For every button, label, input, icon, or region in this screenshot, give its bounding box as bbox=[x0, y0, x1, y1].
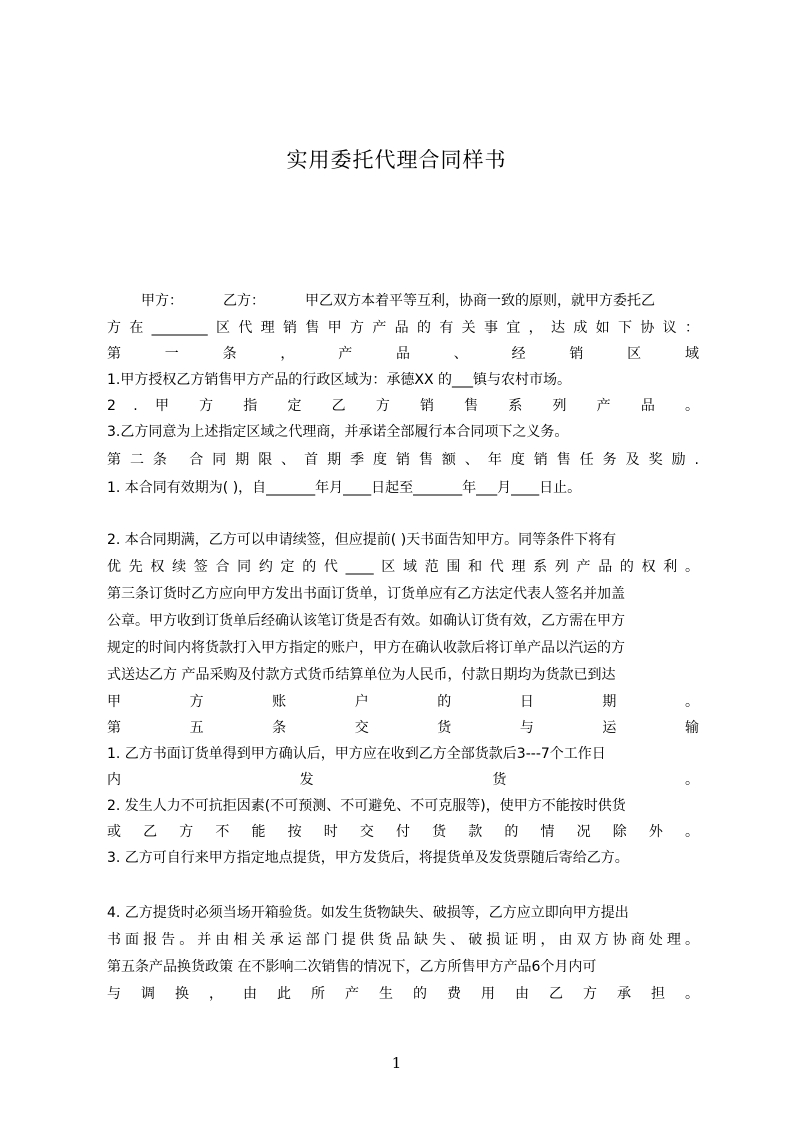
body-line: 1. 乙方书面订货单得到甲方确认后，甲方应在收到乙方全部货款后3---7个工作日 bbox=[107, 746, 606, 762]
body-line: 4. 乙方提货时必须当场开箱验货。如发生货物缺失、破损等，乙方应立即向甲方提出 bbox=[107, 905, 629, 921]
body-line: 与 调 换 ， 由 此 所 产 生 的 费 用 由 乙 方 承 担 。 bbox=[107, 986, 699, 1002]
body-line: 内 发 货 。 bbox=[107, 772, 699, 788]
body-line: 1. 本合同有效期为( )，自_______年月____日起至_______年___月____日止。 bbox=[107, 480, 582, 496]
article-2-heading: 第二条 合同期限、首期季度销售额、年度销售任务及奖励. bbox=[107, 452, 699, 468]
body-line: 1.甲方授权乙方销售甲方产品的行政区域为：承德XX 的___镇与农村市场。 bbox=[107, 372, 571, 388]
body-line: 或 乙 方 不 能 按 时 交 付 货 款 的 情 况 除 外 。 bbox=[107, 824, 699, 840]
document-title: 实用委托代理合同样书 bbox=[286, 148, 507, 172]
body-line: 优先权续签合同约定的代____区域范围和代理系列产品的权利。 bbox=[107, 559, 699, 575]
body-line: 2 . 甲 方 指 定 乙 方 销 售 系 列 产 品 。 bbox=[107, 398, 699, 414]
page-number: 1 bbox=[391, 1054, 402, 1072]
body-line: 3. 乙方可自行来甲方指定地点提货，甲方发货后，将提货单及发货票随后寄给乙方。 bbox=[107, 850, 629, 866]
party-b-label: 乙方： bbox=[223, 293, 265, 309]
article-5-heading: 第 五 条 交 货 与 运 输 bbox=[107, 720, 699, 736]
body-line: 公章。甲方收到订货单后经确认该笔订货是否有效。如确认订货有效，乙方需在甲方 bbox=[107, 613, 625, 629]
body-line: 方在________区代理销售甲方产品的有关事宜，达成如下协议： bbox=[107, 320, 699, 336]
body-line: 规定的时间内将货款打入甲方指定的账户，甲方在确认收款后将订单产品以汽运的方 bbox=[107, 640, 625, 656]
article-3-text: 第三条订货时乙方应向甲方发出书面订货单，订货单应有乙方法定代表人签名并加盖 bbox=[107, 586, 625, 602]
body-line: 甲 方 账 户 的 日 期 。 bbox=[107, 694, 699, 710]
article-5b-text: 第五条产品换货政策 在不影响二次销售的情况下，乙方所售甲方产品6个月内可 bbox=[107, 959, 597, 975]
article-1-heading: 第 一 条 ， 产 品 、 经 销 区 域 bbox=[107, 346, 699, 362]
intro-line bbox=[107, 289, 699, 313]
body-line: 2. 本合同期满，乙方可以申请续签，但应提前( )天书面告知甲方。同等条件下将有 bbox=[107, 532, 617, 548]
body-line: 3.乙方同意为上述指定区域之代理商，并承诺全部履行本合同项下之义务。 bbox=[107, 424, 569, 440]
body-line: 式送达乙方 产品采购及付款方式货币结算单位为人民币，付款日期均为货款已到达 bbox=[107, 667, 616, 683]
body-line: 书面报告。并由相关承运部门提供货品缺失、破损证明，由双方协商处理。 bbox=[107, 932, 699, 948]
body-line: 2. 发生人力不可抗拒因素(不可预测、不可避免、不可克服等)，使甲方不能按时供货 bbox=[107, 798, 626, 814]
party-a-label: 甲方： bbox=[141, 293, 183, 309]
intro-text: 甲乙双方本着平等互利，协商一致的原则，就甲方委托乙 bbox=[305, 293, 655, 309]
